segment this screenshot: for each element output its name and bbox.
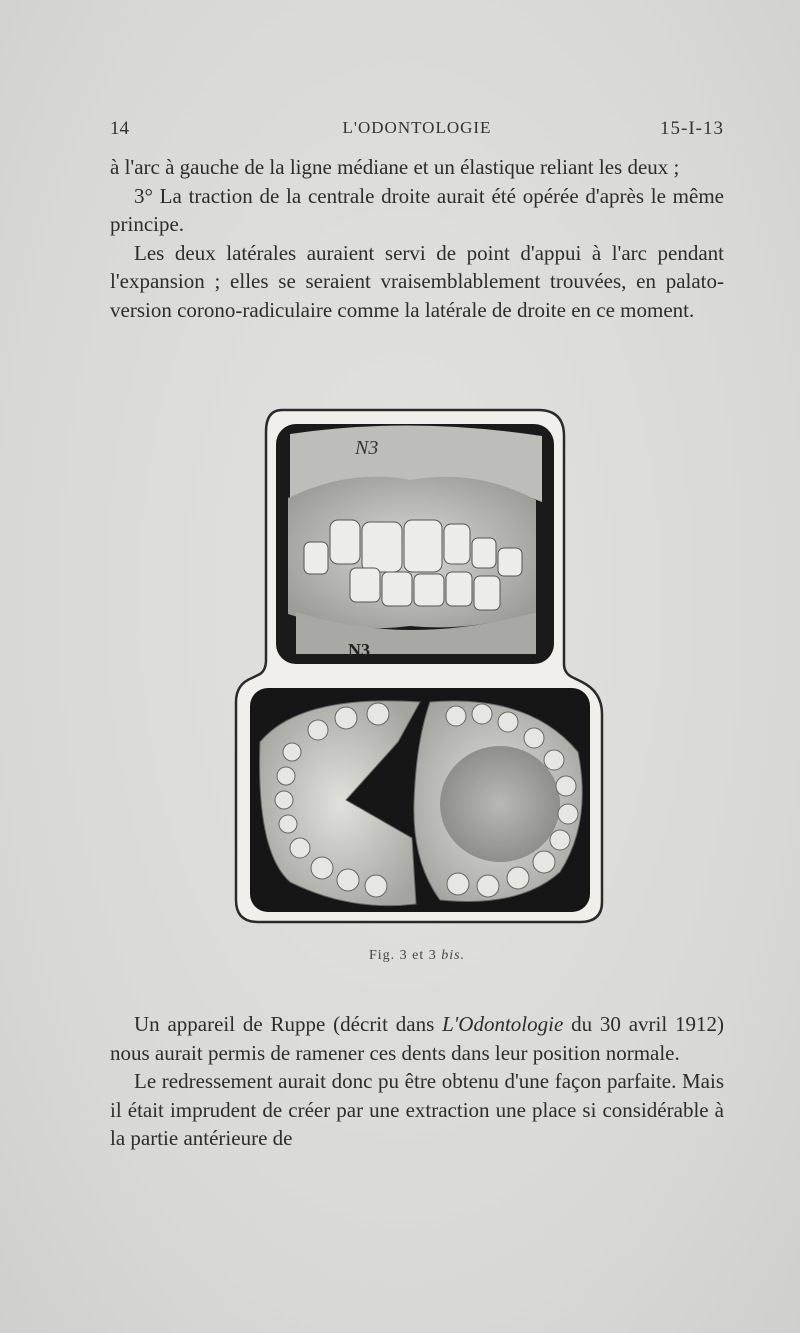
- cast-label-base: N3: [348, 640, 370, 660]
- paragraph: Les deux latérales auraient servi de point d'appui à l'arc pendant l'expansion ; elles se seraient vraisemblablement trouvées, en palato-version corono-radiculaire comme la latérale de droite en ce moment.: [110, 240, 724, 322]
- cast-label-top: N3: [355, 437, 379, 459]
- page-number: 14: [110, 118, 129, 139]
- text-run: Un appareil de Ruppe (décrit dans: [134, 1012, 443, 1036]
- paragraph: à l'arc à gauche de la ligne médiane et un élastique reliant les deux ;: [110, 155, 680, 179]
- figure-dental-casts: [230, 402, 608, 928]
- dental-cast-photographs: [230, 402, 608, 928]
- text-run: du 30 avril 1912) nous aurait permis de ramener ces dents dans leur position normale.: [110, 1012, 725, 1065]
- paragraph: Le redressement aurait donc pu être obtenu d'une façon parfaite. Mais il était imprudent de créer par une extraction une place si considérable à la partie antérieure de: [110, 1069, 724, 1151]
- paragraph: [110, 1010, 724, 1067]
- caption-text: Fig. 3 et 3: [368, 948, 437, 963]
- text-block-bottom: [110, 1010, 724, 1153]
- running-title: L'ODONTOLOGIE: [342, 118, 492, 137]
- caption-italic: bis.: [441, 948, 466, 963]
- paragraph: 3° La traction de la centrale droite aurait été opérée d'après le même principe.: [110, 183, 724, 237]
- running-header: [110, 118, 724, 146]
- journal-title: L'Odontologie: [442, 1012, 564, 1036]
- issue-date: 15-I-13: [660, 118, 724, 139]
- text-block-top: [110, 153, 724, 325]
- figure-caption: [110, 948, 724, 964]
